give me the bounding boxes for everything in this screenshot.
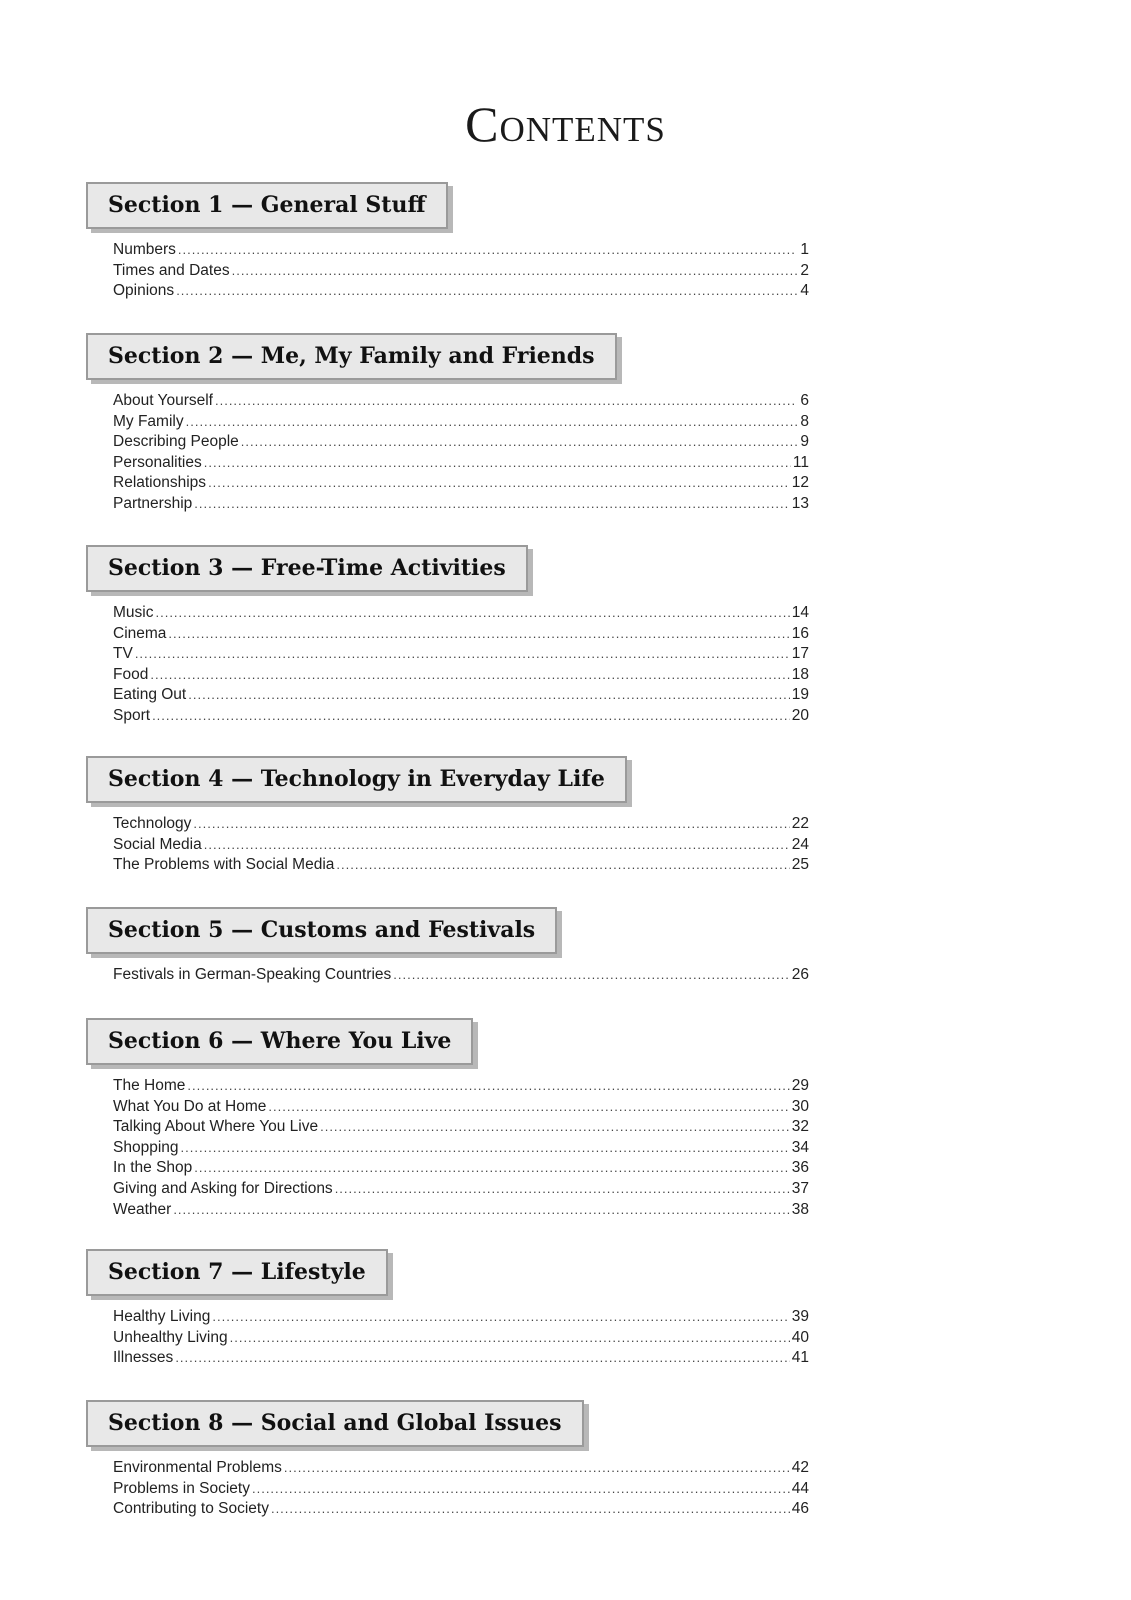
section-heading: Section 7 — Lifestyle xyxy=(86,1249,388,1296)
entry-page: 25 xyxy=(791,856,809,874)
leader-dots xyxy=(336,857,789,872)
section-5 xyxy=(86,907,809,987)
entry-page: 6 xyxy=(800,392,809,409)
toc-entry[interactable] xyxy=(113,1349,809,1370)
entry-page: 8 xyxy=(800,412,809,430)
leader-dots xyxy=(232,263,797,278)
entry-list xyxy=(113,966,809,987)
leader-dots xyxy=(194,1160,789,1175)
toc-entry[interactable] xyxy=(113,707,809,728)
entry-page: 38 xyxy=(791,1200,809,1218)
leader-dots xyxy=(268,1099,789,1114)
section-4 xyxy=(86,756,809,877)
leader-dots xyxy=(194,496,789,511)
entry-page: 40 xyxy=(791,1328,809,1346)
toc-entry[interactable] xyxy=(113,1098,809,1119)
leader-dots xyxy=(208,475,790,490)
entry-page: 39 xyxy=(791,1308,809,1325)
entry-page: 13 xyxy=(791,494,809,512)
entry-title: Illnesses xyxy=(113,1349,174,1367)
entry-title: Weather xyxy=(113,1200,172,1218)
entry-title: Cinema xyxy=(113,624,167,642)
section-heading: Section 4 — Technology in Everyday Life xyxy=(86,756,627,803)
entry-title: TV xyxy=(113,645,133,663)
toc-entry[interactable] xyxy=(113,495,809,516)
entry-title: Healthy Living xyxy=(113,1308,211,1325)
entry-list xyxy=(113,604,809,728)
entry-title: Eating Out xyxy=(113,686,187,704)
toc-entry[interactable] xyxy=(113,433,809,454)
entry-title: My Family xyxy=(113,412,184,430)
entry-page: 19 xyxy=(791,686,809,704)
entry-page: 24 xyxy=(791,835,809,853)
entry-page: 4 xyxy=(800,282,809,300)
toc-entry[interactable] xyxy=(113,1459,809,1480)
leader-dots xyxy=(320,1119,790,1134)
section-heading: Section 1 — General Stuff xyxy=(86,182,448,229)
section-heading: Section 5 — Customs and Festivals xyxy=(86,907,557,954)
leader-dots xyxy=(271,1501,790,1516)
entry-page: 30 xyxy=(791,1097,809,1115)
toc-entry[interactable] xyxy=(113,666,809,687)
toc-entry[interactable] xyxy=(113,282,809,303)
toc-entry[interactable] xyxy=(113,1180,809,1201)
entry-title: Sport xyxy=(113,706,151,724)
entry-page: 34 xyxy=(791,1138,809,1156)
entry-title: Talking About Where You Live xyxy=(113,1118,319,1136)
leader-dots xyxy=(181,1140,790,1155)
toc-entry[interactable] xyxy=(113,815,809,836)
toc-entry[interactable] xyxy=(113,454,809,475)
entry-page: 11 xyxy=(792,453,809,471)
entry-title: Music xyxy=(113,604,154,621)
section-heading: Section 2 — Me, My Family and Friends xyxy=(86,333,617,380)
entry-title: Opinions xyxy=(113,282,175,300)
section-2 xyxy=(86,333,809,516)
entry-page: 37 xyxy=(791,1179,809,1197)
toc-entry[interactable] xyxy=(113,413,809,434)
entry-page: 41 xyxy=(791,1349,809,1367)
leader-dots xyxy=(150,667,789,682)
entry-page: 20 xyxy=(791,706,809,724)
entry-title: Environmental Problems xyxy=(113,1459,282,1476)
leader-dots xyxy=(204,455,791,470)
entry-title: Food xyxy=(113,665,149,683)
entry-title: Partnership xyxy=(113,494,193,512)
toc-entry[interactable] xyxy=(113,392,809,413)
toc-entry[interactable] xyxy=(113,604,809,625)
toc-entry[interactable] xyxy=(113,645,809,666)
leader-dots xyxy=(186,414,797,429)
section-3 xyxy=(86,545,809,728)
section-1 xyxy=(86,182,809,303)
entry-page: 46 xyxy=(791,1500,809,1518)
entry-page: 18 xyxy=(791,665,809,683)
toc-entry[interactable] xyxy=(113,1480,809,1501)
entry-title: Festivals in German-Speaking Countries xyxy=(113,966,392,983)
toc-entry[interactable] xyxy=(113,1077,809,1098)
leader-dots xyxy=(241,434,797,449)
entry-title: Unhealthy Living xyxy=(113,1328,228,1346)
leader-dots xyxy=(178,242,797,257)
entry-page: 22 xyxy=(791,815,809,832)
leader-dots xyxy=(155,605,789,620)
leader-dots xyxy=(175,1350,789,1365)
entry-page: 12 xyxy=(791,474,809,492)
entry-title: Giving and Asking for Directions xyxy=(113,1179,333,1197)
entry-page: 32 xyxy=(791,1118,809,1136)
entry-page: 29 xyxy=(791,1077,809,1094)
entry-title: Social Media xyxy=(113,835,202,853)
toc-entry[interactable] xyxy=(113,966,809,987)
entry-title: Technology xyxy=(113,815,192,832)
entry-list xyxy=(113,1077,809,1221)
toc-entry[interactable] xyxy=(113,262,809,283)
entry-title: The Home xyxy=(113,1077,186,1094)
entry-title: Contributing to Society xyxy=(113,1500,269,1518)
entry-list xyxy=(113,815,809,877)
toc-entry[interactable] xyxy=(113,1118,809,1139)
section-8 xyxy=(86,1400,809,1521)
leader-dots xyxy=(152,708,790,723)
leader-dots xyxy=(193,816,789,831)
leader-dots xyxy=(168,626,789,641)
entry-title: Problems in Society xyxy=(113,1479,250,1497)
section-heading: Section 8 — Social and Global Issues xyxy=(86,1400,584,1447)
toc-entry[interactable] xyxy=(113,1308,809,1329)
page-title: Contents xyxy=(465,96,666,152)
entry-title: Describing People xyxy=(113,433,239,451)
entry-page: 9 xyxy=(800,433,809,451)
entry-list xyxy=(113,392,809,516)
entry-title: What You Do at Home xyxy=(113,1097,267,1115)
leader-dots xyxy=(187,1078,789,1093)
leader-dots xyxy=(335,1181,790,1196)
leader-dots xyxy=(393,967,789,982)
entry-title: Personalities xyxy=(113,453,202,471)
entry-page: 44 xyxy=(791,1479,809,1497)
entry-title: In the Shop xyxy=(113,1159,193,1177)
entry-title: Shopping xyxy=(113,1138,179,1156)
section-heading: Section 3 — Free-Time Activities xyxy=(86,545,528,592)
toc-entry[interactable] xyxy=(113,856,809,877)
toc-entry[interactable] xyxy=(113,1201,809,1222)
leader-dots xyxy=(204,837,790,852)
entry-title: Numbers xyxy=(113,241,176,258)
section-6 xyxy=(86,1018,809,1221)
leader-dots xyxy=(176,283,797,298)
leader-dots xyxy=(252,1481,790,1496)
toc-entry[interactable] xyxy=(113,1139,809,1160)
entry-title: About Yourself xyxy=(113,392,213,409)
entry-list xyxy=(113,241,809,303)
entry-page: 26 xyxy=(791,966,809,983)
entry-page: 17 xyxy=(791,645,809,663)
entry-list xyxy=(113,1308,809,1370)
toc-entry[interactable] xyxy=(113,1159,809,1180)
entry-list xyxy=(113,1459,809,1521)
toc-entry[interactable] xyxy=(113,241,809,262)
section-7 xyxy=(86,1249,809,1370)
toc-entry[interactable] xyxy=(113,1500,809,1521)
leader-dots xyxy=(284,1460,790,1475)
entry-page: 14 xyxy=(791,604,809,621)
toc-entry[interactable] xyxy=(113,625,809,646)
leader-dots xyxy=(215,393,797,408)
toc-entry[interactable] xyxy=(113,836,809,857)
entry-page: 42 xyxy=(791,1459,809,1476)
toc-entry[interactable] xyxy=(113,686,809,707)
entry-title: Relationships xyxy=(113,474,207,492)
leader-dots xyxy=(230,1330,790,1345)
entry-page: 36 xyxy=(791,1159,809,1177)
entry-title: Times and Dates xyxy=(113,261,230,279)
leader-dots xyxy=(212,1309,789,1324)
leader-dots xyxy=(135,646,790,661)
section-heading: Section 6 — Where You Live xyxy=(86,1018,473,1065)
entry-title: The Problems with Social Media xyxy=(113,856,335,874)
entry-page: 1 xyxy=(800,241,809,258)
entry-page: 2 xyxy=(800,261,809,279)
entry-page: 16 xyxy=(791,624,809,642)
leader-dots xyxy=(173,1202,789,1217)
leader-dots xyxy=(188,687,790,702)
toc-entry[interactable] xyxy=(113,1329,809,1350)
toc-entry[interactable] xyxy=(113,474,809,495)
